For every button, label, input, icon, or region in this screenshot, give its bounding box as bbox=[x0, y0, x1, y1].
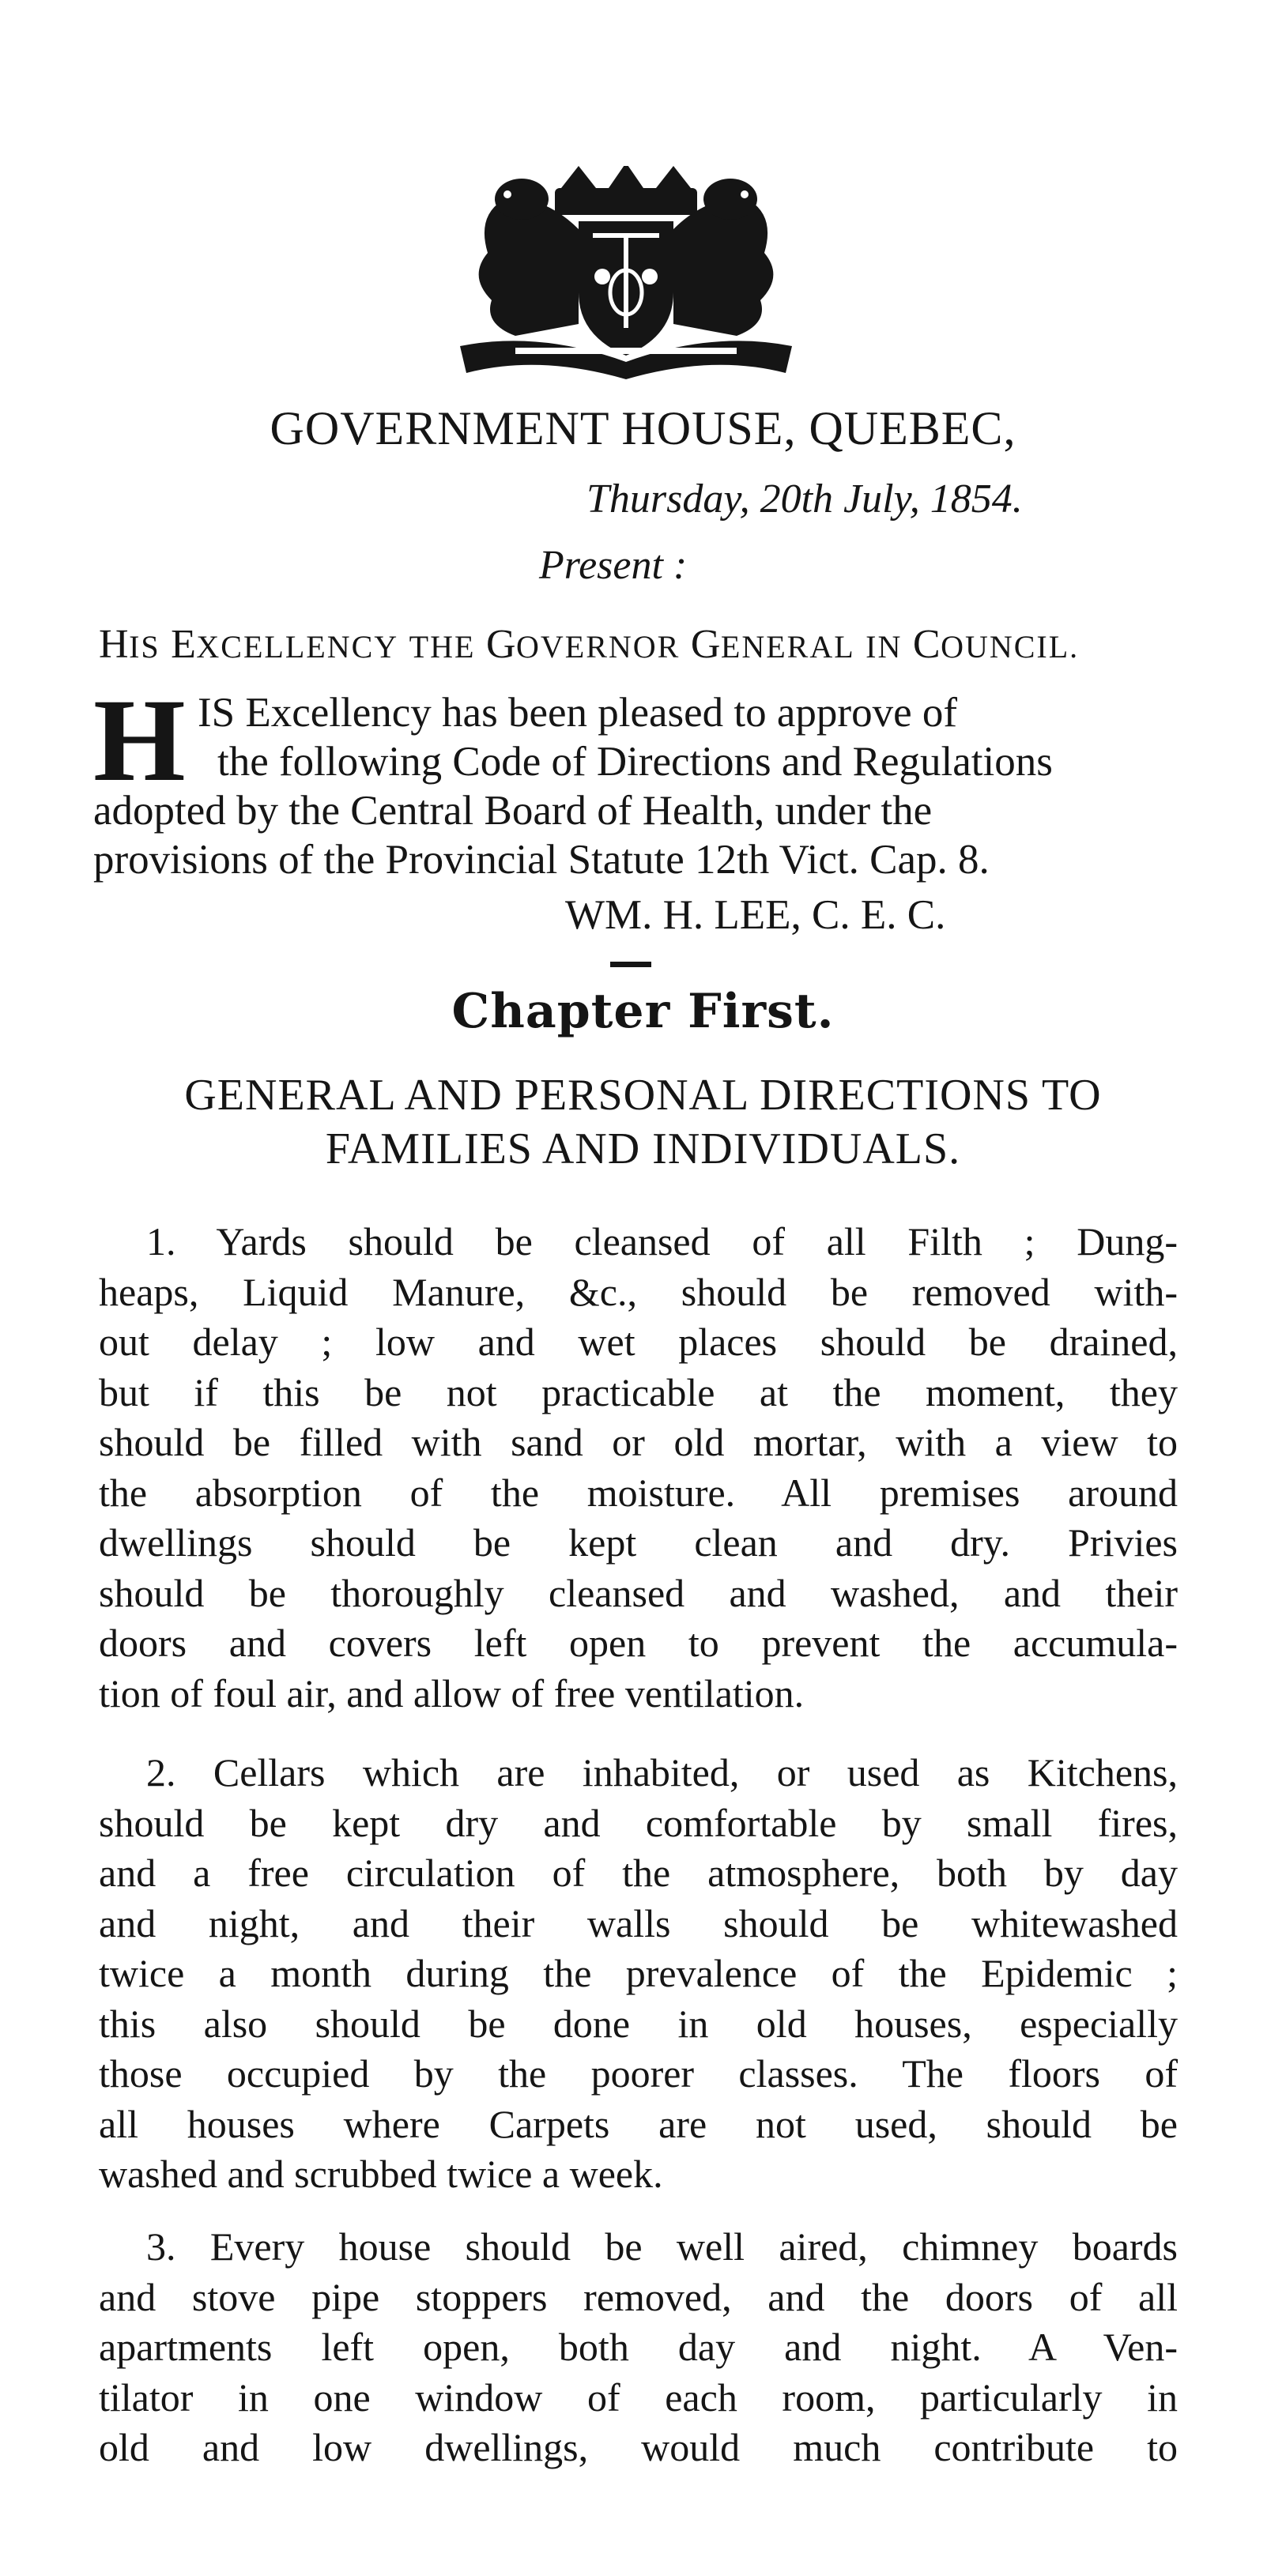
present-label: Present : bbox=[539, 543, 688, 588]
paragraph-line: tion of foul air, and allow of free ventilation. bbox=[99, 1670, 805, 1715]
approval-line-2: the following Code of Directions and Regulations bbox=[217, 739, 1053, 785]
paragraph-line: 1. Yards should be cleansed of all Filth ; Dung- bbox=[146, 1219, 1178, 1264]
paragraph-line: tilator in one window of each room, particularly in bbox=[99, 2375, 1178, 2420]
paragraph-line: heaps, Liquid Manure, &c., should be removed with- bbox=[99, 1269, 1178, 1314]
paragraph-line: but if this be not practicable at the moment, they bbox=[99, 1369, 1178, 1414]
chapter-heading-line-1: GENERAL AND PERSONAL DIRECTIONS TO bbox=[184, 1071, 1102, 1120]
drop-cap: H bbox=[93, 675, 186, 806]
paragraph-line: out delay ; low and wet places should be drained, bbox=[99, 1320, 1178, 1364]
approval-line-4: provisions of the Provincial Statute 12th Vict. Cap. 8. bbox=[93, 837, 990, 883]
paragraph-line: dwellings should be kept clean and dry. Privies bbox=[99, 1520, 1178, 1565]
paragraph-line: and night, and their walls should be whitewashed bbox=[99, 1900, 1178, 1945]
paragraph-line: 2. Cellars which are inhabited, or used as Kitchens, bbox=[146, 1750, 1178, 1795]
council-line: HIS EXCELLENCY THE GOVERNOR GENERAL IN COUNCIL. bbox=[99, 622, 1080, 667]
paragraph-2 bbox=[99, 1748, 1178, 2200]
paragraph-line: twice a month during the prevalence of the Epidemic ; bbox=[99, 1951, 1178, 1995]
paragraph-line: washed and scrubbed twice a week. bbox=[99, 2152, 663, 2196]
paragraph-line: the absorption of the moisture. All premises around bbox=[99, 1470, 1178, 1515]
paragraph-3 bbox=[99, 2222, 1178, 2473]
paragraph-line: old and low dwellings, would much contribute to bbox=[99, 2425, 1178, 2469]
date-line: Thursday, 20th July, 1854. bbox=[586, 476, 1023, 522]
chapter-heading-line-2: FAMILIES AND INDIVIDUALS. bbox=[325, 1124, 961, 1173]
paragraph-line: doors and covers left open to prevent the accumula- bbox=[99, 1621, 1178, 1665]
approval-line-1: IS Excellency has been pleased to approve of bbox=[198, 690, 957, 736]
paragraph-1 bbox=[99, 1217, 1178, 1719]
paragraph-line: should be filled with sand or old mortar, with a view to bbox=[99, 1420, 1178, 1464]
paragraph-line: should be kept dry and comfortable by small fires, bbox=[99, 1800, 1178, 1845]
royal-coat-of-arms-icon bbox=[460, 166, 792, 379]
paragraph-line: those occupied by the poorer classes. The floors of bbox=[99, 2051, 1178, 2096]
paragraph-line: 3. Every house should be well aired, chimney boards bbox=[146, 2224, 1178, 2269]
paragraph-line: and stove pipe stoppers removed, and the doors of all bbox=[99, 2274, 1178, 2319]
paragraph-line: this also should be done in old houses, especially bbox=[99, 2001, 1178, 2046]
chapter-title: Chapter First. bbox=[451, 984, 835, 1039]
signature-line: WM. H. LEE, C. E. C. bbox=[565, 892, 946, 938]
paragraph-line: and a free circulation of the atmosphere, both by day bbox=[99, 1851, 1178, 1895]
divider bbox=[610, 962, 651, 967]
approval-line-3: adopted by the Central Board of Health, under the bbox=[93, 788, 933, 834]
paragraph-line: all houses where Carpets are not used, should be bbox=[99, 2101, 1178, 2146]
paragraph-line: should be thoroughly cleansed and washed, and their bbox=[99, 1570, 1178, 1615]
paragraph-line: apartments left open, both day and night. A Ven- bbox=[99, 2325, 1178, 2369]
page-title: GOVERNMENT HOUSE, QUEBEC, bbox=[270, 402, 1016, 454]
